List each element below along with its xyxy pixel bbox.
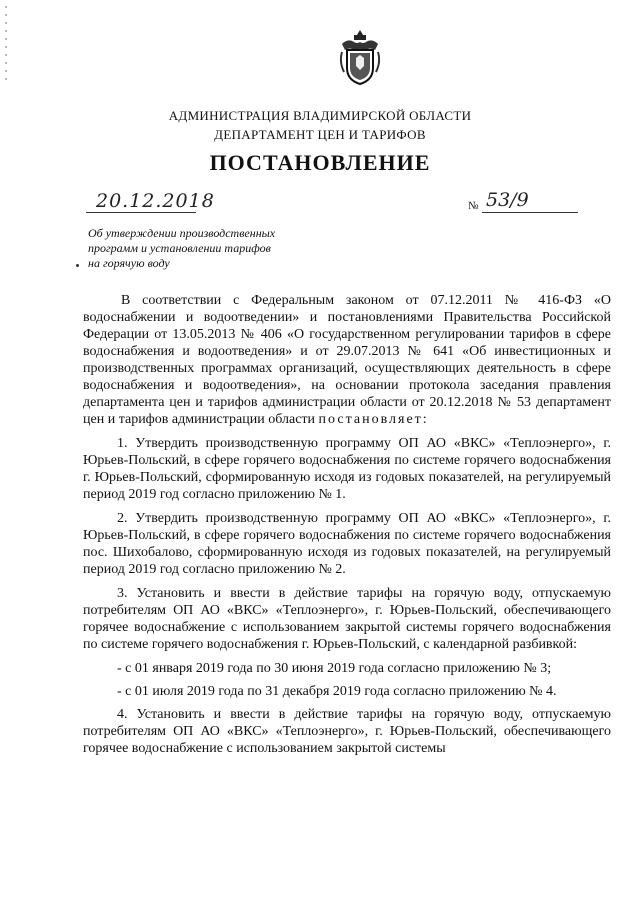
item-3-paragraph: 3. Установить и ввести в действие тарифы на горячую воду, отпускаемую потребителям ОП АО «ВКС» «Теплоэнерго», г. Юрьев-Польский, обеспечивающего горячее водоснабжение с использованием закрытой системы горячего водоснабжения по системе горячего водоснабжения г. Юрьев-Польский, с календарной разбивкой:	[83, 586, 611, 652]
date-underline	[86, 212, 196, 213]
subject-line: на горячую воду	[88, 256, 170, 270]
item-4-paragraph: 4. Установить и ввести в действие тарифы на горячую воду, отпускаемую потребителям ОП АО «ВКС» «Теплоэнерго», г. Юрьев-Польский, обеспечивающего горячее водоснабжение с использованием закрытой системы	[83, 707, 611, 756]
item-2-paragraph: 2. Утвердить производственную программу ОП АО «ВКС» «Теплоэнерго», г. Юрьев-Польский, в сфере горячего водоснабжения по системе горячего водоснабжения пос. Шихобалово, сформированную исходя из годовых показателей, на регулируемый период 2019 год согласно приложению № 2.	[83, 511, 611, 577]
preamble-text: В соответствии с Федеральным законом от 07.12.2011 № 416-ФЗ «О водоснабжении и водоотведении» и постановлениями Правительства Российской Федерации от 13.05.2013 № 406 «О государственном регулировании тарифов в сфере водоснабжения и водоотведения» и от 29.07.2013 № 641 «Об инвестиционных и производственных программах организаций, осуществляющих деятельность в сфере водоснабжения и водоотведения», на основании протокола заседания правления департамента цен и тарифов администрации области от 20.12.2018 № 53 департамент цен и тарифов администрации области	[83, 293, 611, 427]
document-type-title: ПОСТАНОВЛЕНИЕ	[209, 150, 431, 175]
item-1-paragraph: 1. Утвердить производственную программу ОП АО «ВКС» «Теплоэнерго», г. Юрьев-Польский, в сфере горячего водоснабжения по системе горячего водоснабжения г. Юрьев-Польский, сформированную исходя из годовых показателей, на регулируемый период 2019 год согласно приложению № 1.	[83, 436, 611, 502]
subject-line: Об утверждении производственных	[88, 226, 276, 240]
number-label: №	[468, 200, 479, 212]
subject-block	[88, 226, 308, 271]
handwritten-date: 20.12.2018	[96, 190, 215, 212]
coat-of-arms-icon	[338, 28, 382, 88]
preamble-paragraph	[83, 292, 611, 428]
number-underline	[482, 212, 578, 213]
document-body	[83, 292, 611, 764]
decree-word: постановляет:	[318, 412, 429, 427]
org-name-line1: АДМИНИСТРАЦИЯ ВЛАДИМИРСКОЙ ОБЛАСТИ	[168, 108, 472, 123]
margin-dot	[76, 264, 79, 267]
dash-item-2: - с 01 июля 2019 года по 31 декабря 2019 года согласно приложению № 4.	[117, 684, 557, 699]
subject-line: программ и установлении тарифов	[88, 241, 271, 255]
dash-item-1: - с 01 января 2019 года по 30 июня 2019 года согласно приложению № 3;	[117, 661, 552, 676]
handwritten-number: 53/9	[486, 189, 529, 211]
org-name-line2: ДЕПАРТАМЕНТ ЦЕН И ТАРИФОВ	[214, 127, 426, 142]
